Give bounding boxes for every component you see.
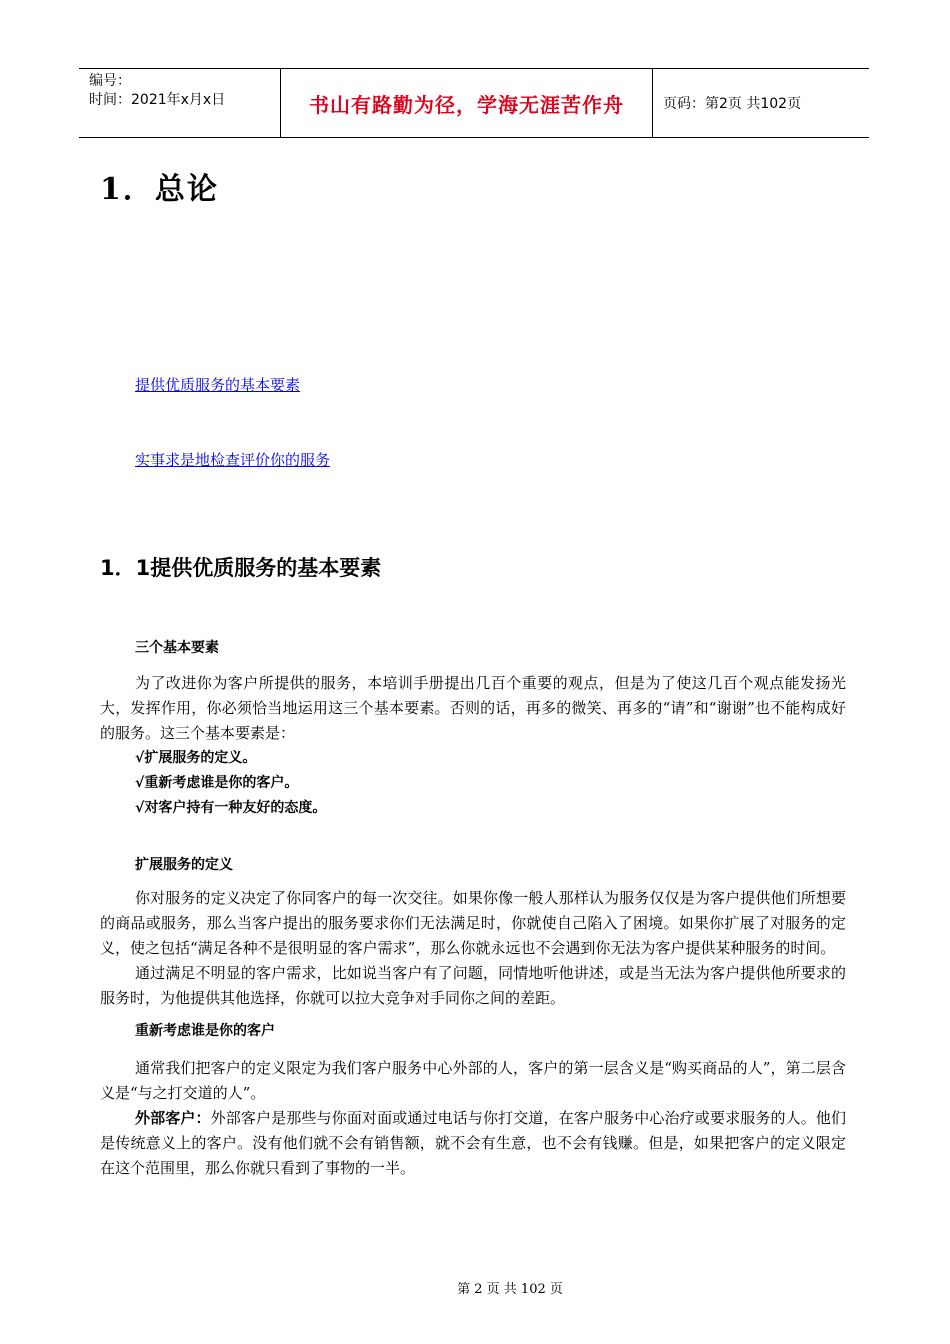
header-page-code: 页码：第2页 共102页 <box>663 96 802 112</box>
subheading-rethink: 重新考虑谁是你的客户 <box>135 1023 275 1039</box>
header-motto: 书山有路勤为径，学海无涯苦作舟 <box>281 69 653 137</box>
toc-link-basic-elements[interactable]: 提供优质服务的基本要素 <box>135 376 301 394</box>
paragraph: 为了改进你为客户所提供的服务，本培训手册提出几百个重要的观点，但是为了使这几百个观点能发扬光大，发挥作用，你必须恰当地运用这三个基本要素。否则的话，再多的微笑、再多的“请”和“谢谢”也不能构成好的服务。这三个基本要素是： <box>100 674 846 742</box>
page-title: 1．总论 <box>100 172 219 207</box>
header-meta <box>79 69 281 137</box>
paragraph: 你对服务的定义决定了你同客户的每一次交往。如果你像一般人那样认为服务仅仅是为客户提供他们所想要的商品或服务，那么当客户提出的服务要求你们无法满足时，你就使自己陷入了困境。如果你扩展了对服务的定义，使之包括“满足各种不是很明显的客户需求”，那么你就永远也不会遇到你无法为客户提供某种服务的时间。 <box>100 889 846 957</box>
toc-link-evaluate-service[interactable]: 实事求是地检查评价你的服务 <box>135 451 331 469</box>
subheading-expand: 扩展服务的定义 <box>135 857 233 873</box>
paragraph-external <box>100 1106 846 1181</box>
external-text: 外部客户是那些与你面对面或通过电话与你打交道，在客户服务中心治疗或要求服务的人。他们是传统意义上的客户。没有他们就不会有销售额，就不会有生意，也不会有钱赚。但是，如果把客户的定义限定在这个范围里，那么你就只看到了事物的一半。 <box>100 1109 846 1177</box>
paragraph: 通常我们把客户的定义限定为我们客户服务中心外部的人，客户的第一层含义是“购买商品的人”，第二层含义是“与之打交道的人”。 <box>100 1059 846 1102</box>
external-label: 外部客户： <box>135 1109 211 1127</box>
bullet-item: √重新考虑谁是你的客户。 <box>135 775 299 791</box>
page-header <box>79 68 869 138</box>
section-title: 1．1提供优质服务的基本要素 <box>100 556 382 580</box>
subheading-three-elements: 三个基本要素 <box>135 640 219 656</box>
time-label: 时间：2021年x月x日 <box>89 92 226 108</box>
bullet-item: √对客户持有一种友好的态度。 <box>135 800 327 816</box>
body-content <box>100 636 846 1181</box>
page-footer: 第 2 页 共 102 页 <box>457 1282 563 1297</box>
number-label: 编号： <box>89 73 131 89</box>
bullet-item: √扩展服务的定义。 <box>135 750 257 766</box>
paragraph: 通过满足不明显的客户需求，比如说当客户有了问题，同情地听他讲述，或是当无法为客户提供他所要求的服务时，为他提供其他选择，你就可以拉大竞争对手同你之间的差距。 <box>100 964 846 1007</box>
